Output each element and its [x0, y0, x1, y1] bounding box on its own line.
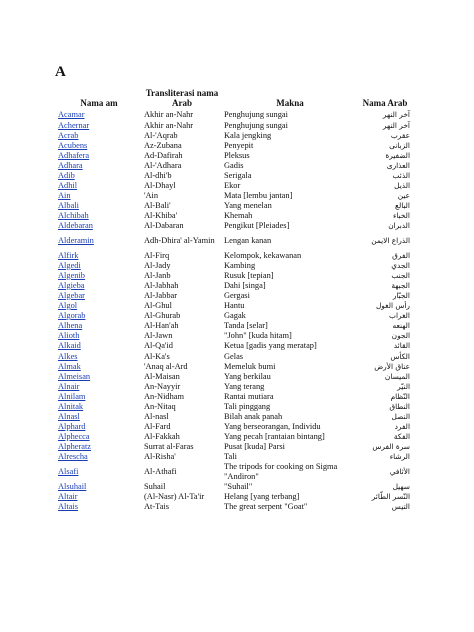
table-row — [56, 501, 412, 511]
meaning-cell: Yang terang — [224, 381, 265, 391]
table-row — [56, 361, 412, 371]
star-name-link[interactable]: Adhafera — [58, 150, 90, 160]
star-name-link[interactable]: Alsafi — [58, 466, 79, 476]
meaning-cell: Memeluk bumi — [224, 361, 276, 371]
translit-cell: Surrat al-Faras — [144, 442, 194, 452]
translit-cell: Al-Firq — [144, 250, 170, 260]
star-name-cell — [56, 311, 142, 321]
arab-name-cell: الذئب — [392, 171, 410, 180]
arab-name-cell: الدبران — [388, 221, 410, 231]
translit-cell: Suhail — [144, 481, 166, 491]
meaning-cell: "Suhail" — [224, 481, 253, 491]
meaning-cell: Serigala — [224, 171, 252, 180]
table-row — [56, 160, 412, 170]
translit-cell: Al-Dhayl — [144, 181, 176, 191]
table-row — [56, 221, 412, 231]
meaning-cell: Penyepit — [224, 140, 254, 150]
arab-name-cell: الفرق — [392, 250, 410, 260]
translit-cell: Al-Jawn — [144, 331, 173, 341]
star-name-link[interactable]: Acubens — [58, 140, 88, 150]
translit-cell: Al-Fard — [144, 422, 171, 432]
meaning-cell: Ekor — [224, 181, 241, 191]
star-name-cell — [56, 270, 142, 280]
meaning-cell: Kelompok, kekawanan — [224, 250, 302, 260]
star-name-cell — [56, 381, 142, 391]
meaning-cell: Hantu — [224, 301, 245, 311]
meaning-cell: Kambing — [224, 260, 256, 270]
translit-cell: Al-Jady — [144, 260, 171, 270]
star-name-link[interactable]: Alnilam — [58, 391, 86, 401]
table-row — [56, 432, 412, 442]
translit-cell: 'Anaq al-Ard — [144, 361, 188, 371]
arab-name-cell: الذيل — [394, 181, 410, 191]
translit-cell: An-Nitaq — [144, 401, 176, 411]
arab-name-cell: الجدي — [391, 260, 410, 270]
table-row — [56, 191, 412, 201]
table-row — [56, 351, 412, 361]
star-name-cell — [56, 462, 142, 481]
star-name-cell — [56, 402, 142, 412]
translit-cell: Al-Ghurab — [144, 311, 181, 321]
translit-cell: Al-nasl — [144, 412, 169, 422]
arab-name-cell: النصل — [391, 412, 410, 422]
star-name-cell — [56, 130, 142, 140]
translit-cell: Al-'Adhara — [144, 160, 182, 170]
meaning-cell: Penghujung sungai — [224, 110, 288, 120]
arab-name-cell: الرشاء — [389, 452, 410, 462]
table-row — [56, 130, 412, 140]
star-name-cell — [56, 391, 142, 401]
arab-name-cell: آخر النهر — [382, 120, 410, 130]
star-name-link[interactable]: Algol — [58, 301, 78, 311]
arab-name-cell: الفكة — [393, 432, 410, 442]
meaning-cell: The tripods for cooking on Sigma "Andiron" — [224, 462, 338, 481]
star-name-link[interactable]: Almeisan — [58, 371, 91, 381]
table-row — [56, 442, 412, 452]
arab-name-cell: الميسان — [384, 371, 410, 381]
star-name-link[interactable]: Alphecca — [58, 432, 90, 442]
arab-name-cell: التيس — [391, 501, 410, 511]
translit-cell: Al-Ka's — [144, 351, 170, 361]
translit-cell: Al-'Aqrab — [144, 130, 178, 140]
arab-name-cell: الكأس — [390, 351, 410, 361]
translit-cell: Ad-Dafirah — [144, 150, 183, 160]
translit-cell: Az-Zubana — [144, 140, 182, 150]
meaning-cell: Tali pinggang — [224, 401, 271, 411]
translit-cell: Al-Han'ah — [144, 321, 179, 331]
translit-cell: Al-Qa'id — [144, 341, 173, 351]
arab-name-cell: الفرد — [394, 422, 410, 432]
arab-name-cell: الهنعه — [392, 321, 410, 331]
table-row — [56, 462, 412, 481]
meaning-cell: Tanda [selar] — [224, 321, 268, 331]
arab-name-cell: النّسر الطّائر — [371, 491, 410, 501]
meaning-cell: Mata [lembu jantan] — [224, 191, 293, 201]
star-name-cell — [56, 181, 142, 191]
star-name-cell — [56, 481, 142, 491]
translit-cell: Al-Bali' — [144, 201, 171, 211]
star-name-cell — [56, 150, 142, 160]
translit-cell: Al-Fakkah — [144, 432, 180, 442]
star-name-link[interactable]: Alfirk — [58, 250, 79, 260]
translit-cell: Al-Janb — [144, 270, 171, 280]
star-name-link[interactable]: Alioth — [58, 331, 80, 341]
header-arab: Nama Arab — [362, 98, 408, 108]
star-name-link[interactable]: Acamar — [58, 110, 85, 120]
arab-name-cell: عناق الأرض — [374, 361, 410, 371]
arab-name-cell: النّظام — [390, 391, 410, 401]
arab-name-cell: الأثافي — [389, 466, 410, 476]
table-row — [56, 171, 412, 181]
star-name-link[interactable]: Alchibah — [58, 211, 89, 221]
star-name-cell — [56, 321, 142, 331]
star-name-link[interactable]: Achernar — [58, 120, 90, 130]
star-name-cell — [56, 250, 142, 260]
star-name-link[interactable]: Adib — [58, 171, 75, 180]
meaning-cell: Rantai mutiara — [224, 391, 274, 401]
star-names-table — [56, 88, 412, 511]
table-row — [56, 321, 412, 331]
star-name-link[interactable]: Algieba — [58, 280, 85, 290]
star-name-cell — [56, 301, 142, 311]
translit-cell: Al-Maisan — [144, 371, 180, 381]
arab-name-cell: آخر النهر — [382, 110, 410, 120]
table-row — [56, 391, 412, 401]
table-row — [56, 231, 412, 250]
arab-name-cell: عقرب — [390, 130, 410, 140]
meaning-cell: "John" [kuda hitam] — [224, 331, 292, 341]
table-row — [56, 250, 412, 260]
table-row — [56, 301, 412, 311]
translit-cell: Al-Jabbar — [144, 290, 178, 300]
table-row — [56, 341, 412, 351]
star-name-cell — [56, 191, 142, 201]
star-name-cell — [56, 160, 142, 170]
arab-name-cell: الجبّار — [392, 290, 410, 300]
star-name-cell — [56, 171, 142, 181]
meaning-cell: Rusuk [tepian] — [224, 270, 274, 280]
star-name-link[interactable]: Almak — [58, 361, 81, 371]
table-row — [56, 140, 412, 150]
meaning-cell: Yang pecah [rantaian bintang] — [224, 432, 325, 442]
meaning-cell: The great serpent "Goat" — [224, 501, 308, 511]
arab-name-cell: الغراب — [389, 311, 410, 321]
meaning-cell: Yang menelan — [224, 201, 272, 211]
table-row — [56, 452, 412, 462]
star-name-cell — [56, 211, 142, 221]
table-row — [56, 211, 412, 221]
table-row — [56, 291, 412, 301]
arab-name-cell: الزبانى — [389, 140, 410, 150]
table-row — [56, 491, 412, 501]
table-body — [56, 110, 412, 511]
translit-cell: Al-dhi'b — [144, 171, 172, 180]
meaning-cell: Yang berkilau — [224, 371, 271, 381]
star-name-link[interactable]: Alnair — [58, 381, 80, 391]
table-row — [56, 201, 412, 211]
star-name-link[interactable]: Albali — [58, 201, 79, 211]
star-name-cell — [56, 140, 142, 150]
table-row — [56, 150, 412, 160]
star-name-cell — [56, 260, 142, 270]
arab-name-cell: الجنب — [391, 270, 410, 280]
table-row — [56, 181, 412, 191]
star-name-link[interactable]: Alsuhail — [58, 481, 87, 491]
arab-name-cell: الضفيرة — [385, 150, 410, 160]
header-name: Nama am — [80, 98, 118, 108]
star-name-link[interactable]: Alkes — [58, 351, 78, 361]
arab-name-cell: النطاق — [389, 401, 410, 411]
star-name-cell — [56, 231, 142, 250]
translit-cell: An-Nayyir — [144, 381, 181, 391]
table-row — [56, 371, 412, 381]
table-row — [56, 110, 412, 120]
translit-cell: Al-Jabhah — [144, 280, 179, 290]
star-name-cell — [56, 442, 142, 452]
translit-cell: 'Ain — [144, 191, 159, 201]
translit-cell: At-Tais — [144, 501, 169, 511]
star-name-cell — [56, 201, 142, 211]
arab-name-cell: النيّر — [397, 381, 410, 391]
meaning-cell: Helang [yang terbang] — [224, 491, 300, 501]
arab-name-cell: سرة الفرس — [372, 442, 410, 452]
star-name-link[interactable]: Adhara — [58, 160, 83, 170]
arab-name-cell: القائد — [393, 341, 410, 351]
translit-cell: Al-Ghul — [144, 301, 172, 311]
translit-cell: Adh-Dhira' al-Yamin — [144, 236, 215, 246]
meaning-cell: Ketua [gadis yang meratap] — [224, 341, 317, 351]
meaning-cell: Pengikut [Pleiades] — [224, 221, 290, 231]
star-name-link[interactable]: Alpheratz — [58, 442, 92, 452]
meaning-cell: Lengan kanan — [224, 236, 272, 246]
arab-name-cell: الخباء — [392, 211, 410, 221]
header-translit: Transliterasi nama Arab — [145, 88, 219, 108]
table-header-row — [56, 88, 412, 110]
table-row — [56, 331, 412, 341]
star-name-cell — [56, 120, 142, 130]
meaning-cell: Khemah — [224, 211, 253, 221]
meaning-cell: Tali — [224, 452, 237, 462]
translit-cell: Akhir an-Nahr — [144, 120, 194, 130]
star-name-cell — [56, 361, 142, 371]
star-name-link[interactable]: Algenib — [58, 270, 85, 280]
table-row — [56, 280, 412, 290]
star-name-cell — [56, 221, 142, 231]
star-name-link[interactable]: Alphard — [58, 422, 86, 432]
star-name-link[interactable]: Aldebaran — [58, 221, 93, 231]
star-name-cell — [56, 331, 142, 341]
arab-name-cell: عين — [397, 191, 410, 201]
table-row — [56, 270, 412, 280]
table-row — [56, 422, 412, 432]
table-row — [56, 381, 412, 391]
star-name-link[interactable]: Alrescha — [58, 452, 88, 462]
table-row — [56, 260, 412, 270]
meaning-cell: Pleksus — [224, 150, 250, 160]
star-name-cell — [56, 291, 142, 301]
section-letter: A — [55, 64, 66, 80]
translit-cell: Al-Khiba' — [144, 211, 178, 221]
star-name-cell — [56, 110, 142, 120]
table-row — [56, 481, 412, 491]
star-name-link[interactable]: Ain — [58, 191, 71, 201]
star-name-cell — [56, 371, 142, 381]
meaning-cell: Gergasi — [224, 290, 250, 300]
star-name-link[interactable]: Alnasl — [58, 412, 80, 422]
star-name-link[interactable]: Alderamin — [58, 236, 94, 246]
table-row — [56, 311, 412, 321]
meaning-cell: Dahi [singa] — [224, 280, 266, 290]
star-name-link[interactable]: Alhena — [58, 321, 83, 331]
star-name-cell — [56, 432, 142, 442]
meaning-cell: Gelas — [224, 351, 244, 361]
star-name-cell — [56, 452, 142, 462]
star-name-link[interactable]: Alnitak — [58, 401, 84, 411]
meaning-cell: Gadis — [224, 160, 244, 170]
meaning-cell: Penghujung sungai — [224, 120, 288, 130]
star-name-link[interactable]: Algorab — [58, 311, 86, 321]
star-name-link[interactable]: Altais — [58, 501, 79, 511]
star-name-cell — [56, 491, 142, 501]
translit-cell: (Al-Nasr) Al-Ta'ir — [144, 491, 205, 501]
table-row — [56, 402, 412, 412]
meaning-cell: Gagak — [224, 311, 246, 321]
arab-name-cell: رأس الغول — [375, 301, 410, 311]
star-name-link[interactable]: Algebar — [58, 290, 85, 300]
meaning-cell: Kala jengking — [224, 130, 272, 140]
arab-name-cell: الجبهة — [391, 280, 410, 290]
star-name-link[interactable]: Acrab — [58, 130, 79, 140]
meaning-cell: Pusat [kuda] Parsi — [224, 442, 285, 452]
arab-name-cell: البالع — [395, 201, 410, 211]
arab-name-cell: سهيل — [392, 481, 410, 491]
translit-cell: Al-Dabaran — [144, 221, 184, 231]
arab-name-cell: العذارى — [386, 160, 410, 170]
meaning-cell: Yang berseorangan, Individu — [224, 422, 321, 432]
star-name-link[interactable]: Adhil — [58, 181, 78, 191]
star-name-cell — [56, 280, 142, 290]
star-name-cell — [56, 351, 142, 361]
translit-cell: Akhir an-Nahr — [144, 110, 194, 120]
star-name-cell — [56, 341, 142, 351]
arab-name-cell: الجون — [391, 331, 410, 341]
star-name-link[interactable]: Altair — [58, 491, 78, 501]
translit-cell: Al-Athafi — [144, 466, 177, 476]
star-name-cell — [56, 422, 142, 432]
star-name-link[interactable]: Alkaid — [58, 341, 81, 351]
star-name-cell — [56, 501, 142, 511]
translit-cell: An-Nidham — [144, 391, 185, 401]
header-meaning: Makna — [276, 98, 304, 108]
table-row — [56, 412, 412, 422]
translit-cell: Al-Risha' — [144, 452, 176, 462]
arab-name-cell: الذراع الايمن — [371, 236, 410, 246]
meaning-cell: Bilah anak panah — [224, 412, 283, 422]
star-name-link[interactable]: Algedi — [58, 260, 81, 270]
star-name-cell — [56, 412, 142, 422]
table-row — [56, 120, 412, 130]
